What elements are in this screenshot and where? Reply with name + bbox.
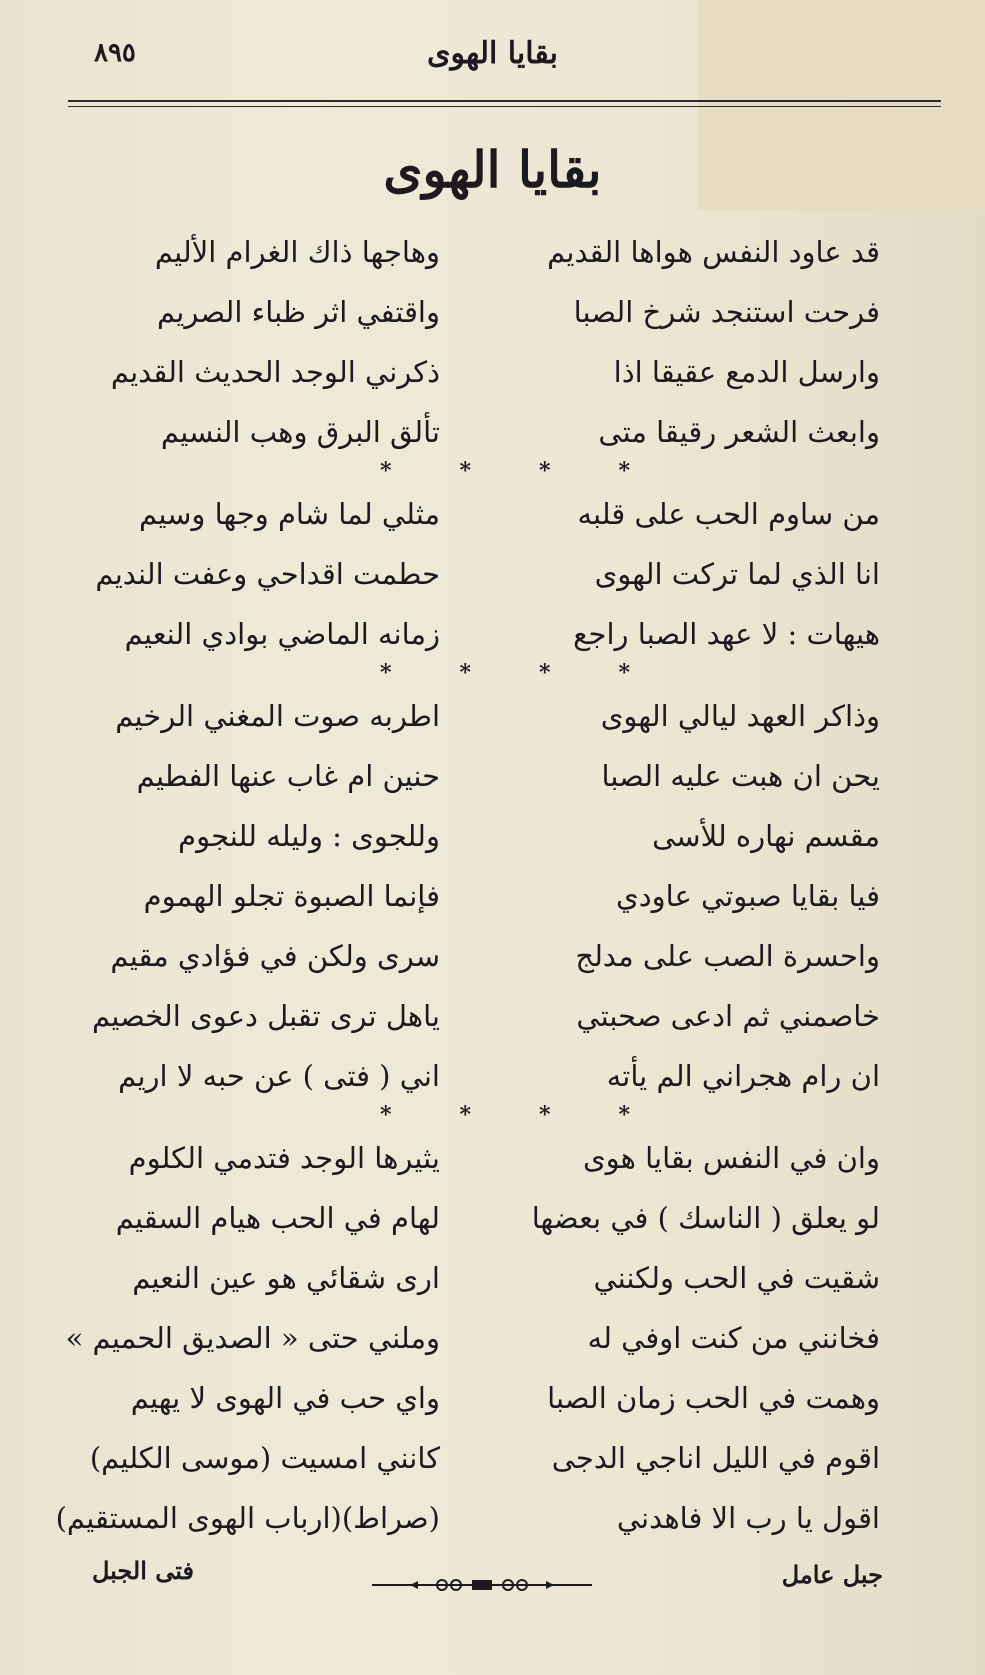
verse-first-hemistich: فخانني من كنت اوفي له (587, 1321, 880, 1355)
verse-row (110, 282, 880, 342)
separator-star: * (459, 660, 471, 686)
separator-star: * (459, 1102, 471, 1128)
verse-row (110, 1128, 880, 1188)
verse-second-hemistich: لهام في الحب هيام السقيم (115, 1201, 440, 1235)
verse-second-hemistich: حطمت اقداحي وعفت النديم (95, 557, 440, 591)
separator-star: * (380, 660, 392, 686)
verse-second-hemistich: كانني امسيت (موسى الكليم) (89, 1441, 440, 1475)
verse-second-hemistich: واي حب في الهوى لا يهيم (130, 1381, 440, 1415)
verse-second-hemistich: تألق البرق وهب النسيم (160, 415, 440, 449)
verse-row (110, 484, 880, 544)
verse-first-hemistich: شقيت في الحب ولكنني (593, 1261, 880, 1295)
verse-second-hemistich: واقتفي اثر ظباء الصريم (156, 295, 440, 329)
verse-first-hemistich: اقول يا رب الا فاهدني (616, 1501, 880, 1535)
separator-star: * (538, 458, 551, 484)
separator-star: * (538, 660, 551, 686)
separator-star: * (618, 458, 630, 484)
verse-second-hemistich: ذكرني الوجد الحديث القديم (110, 355, 440, 389)
verse-second-hemistich: (صراط)(ارباب الهوى المستقيم) (55, 1501, 440, 1535)
separator-star: * (459, 458, 471, 484)
verse-first-hemistich: ان رام هجراني الم يأته (606, 1059, 880, 1093)
verse-second-hemistich: يثيرها الوجد فتدمي الكلوم (128, 1141, 440, 1175)
poem-title: بقايا الهوى (383, 140, 602, 199)
verse-row (110, 1368, 880, 1428)
verse-row (110, 342, 880, 402)
verse-row (110, 686, 880, 746)
verse-row (110, 1248, 880, 1308)
verse-first-hemistich: من ساوم الحب على قلبه (577, 497, 880, 531)
verse-first-hemistich: وابعث الشعر رقيقا متى (598, 415, 880, 449)
verse-first-hemistich: وارسل الدمع عقيقا اذا (613, 355, 880, 389)
verse-first-hemistich: هيهات : لا عهد الصبا راجع (573, 617, 880, 651)
stanza-separator (380, 458, 630, 482)
verse-second-hemistich: حنين ام غاب عنها الفطيم (136, 759, 440, 793)
verse-row (95, 544, 880, 604)
verse-row (110, 402, 880, 462)
verse-first-hemistich: مقسم نهاره للأسى (652, 819, 880, 853)
verse-second-hemistich: مثلي لما شام وجها وسيم (139, 497, 440, 531)
verse-first-hemistich: خاصمني ثم ادعى صحبتي (576, 999, 880, 1033)
verse-second-hemistich: سرى ولكن في فؤادي مقيم (110, 939, 440, 973)
separator-star: * (538, 1102, 551, 1128)
end-ornament (372, 1578, 592, 1592)
separator-star: * (380, 1102, 392, 1128)
verse-row (65, 1308, 880, 1368)
stanza-separator (380, 1102, 630, 1126)
verse-first-hemistich: اقوم في الليل اناجي الدجى (551, 1441, 880, 1475)
verse-first-hemistich: واحسرة الصب على مدلج (575, 939, 880, 973)
verse-second-hemistich: فإنما الصبوة تجلو الهموم (143, 879, 440, 913)
verse-second-hemistich: اني ( فتى ) عن حبه لا اريم (118, 1059, 440, 1093)
verse-row (110, 806, 880, 866)
verse-second-hemistich: وللجوى : وليله للنجوم (178, 819, 440, 853)
verse-row (110, 222, 880, 282)
verse-first-hemistich: انا الذي لما تركت الهوى (594, 557, 880, 591)
verse-second-hemistich: وملني حتى « الصديق الحميم » (65, 1321, 440, 1355)
verse-row (110, 926, 880, 986)
verse-first-hemistich: يحن ان هبت عليه الصبا (601, 759, 880, 793)
verse-row (110, 604, 880, 664)
verse-row (92, 986, 880, 1046)
verse-first-hemistich: فيا بقايا صبوتي عاودي (616, 879, 880, 913)
verse-row (110, 1046, 880, 1106)
stanza-separator (380, 660, 630, 684)
verse-second-hemistich: وهاجها ذاك الغرام الأليم (154, 235, 440, 269)
separator-star: * (618, 1102, 630, 1128)
verse-first-hemistich: وان في النفس بقايا هوى (582, 1141, 880, 1175)
verse-first-hemistich: فرحت استنجد شرخ الصبا (573, 295, 880, 329)
separator-star: * (618, 660, 630, 686)
verse-row (55, 1488, 880, 1548)
footer-location: جبل عامل (781, 1560, 883, 1589)
running-title: بقايا الهوى (427, 36, 558, 71)
verse-row (110, 746, 880, 806)
verse-first-hemistich: وذاكر العهد ليالي الهوى (600, 699, 880, 733)
verse-first-hemistich: قد عاود النفس هواها القديم (547, 235, 880, 269)
footer-author: فتى الجبل (92, 1556, 194, 1585)
verse-second-hemistich: زمانه الماضي بوادي النعيم (124, 617, 440, 651)
separator-star: * (380, 458, 392, 484)
verse-first-hemistich: وهمت في الحب زمان الصبا (547, 1381, 880, 1415)
verse-first-hemistich: لو يعلق ( الناسك ) في بعضها (531, 1201, 880, 1235)
page-number: ٨٩٥ (94, 38, 136, 68)
verse-row (110, 866, 880, 926)
verse-row (110, 1188, 880, 1248)
verse-row (89, 1428, 880, 1488)
verse-second-hemistich: ياهل ترى تقبل دعوى الخصيم (92, 999, 440, 1033)
verse-second-hemistich: اطربه صوت المغني الرخيم (115, 699, 440, 733)
verse-second-hemistich: ارى شقائي هو عين النعيم (132, 1261, 440, 1295)
